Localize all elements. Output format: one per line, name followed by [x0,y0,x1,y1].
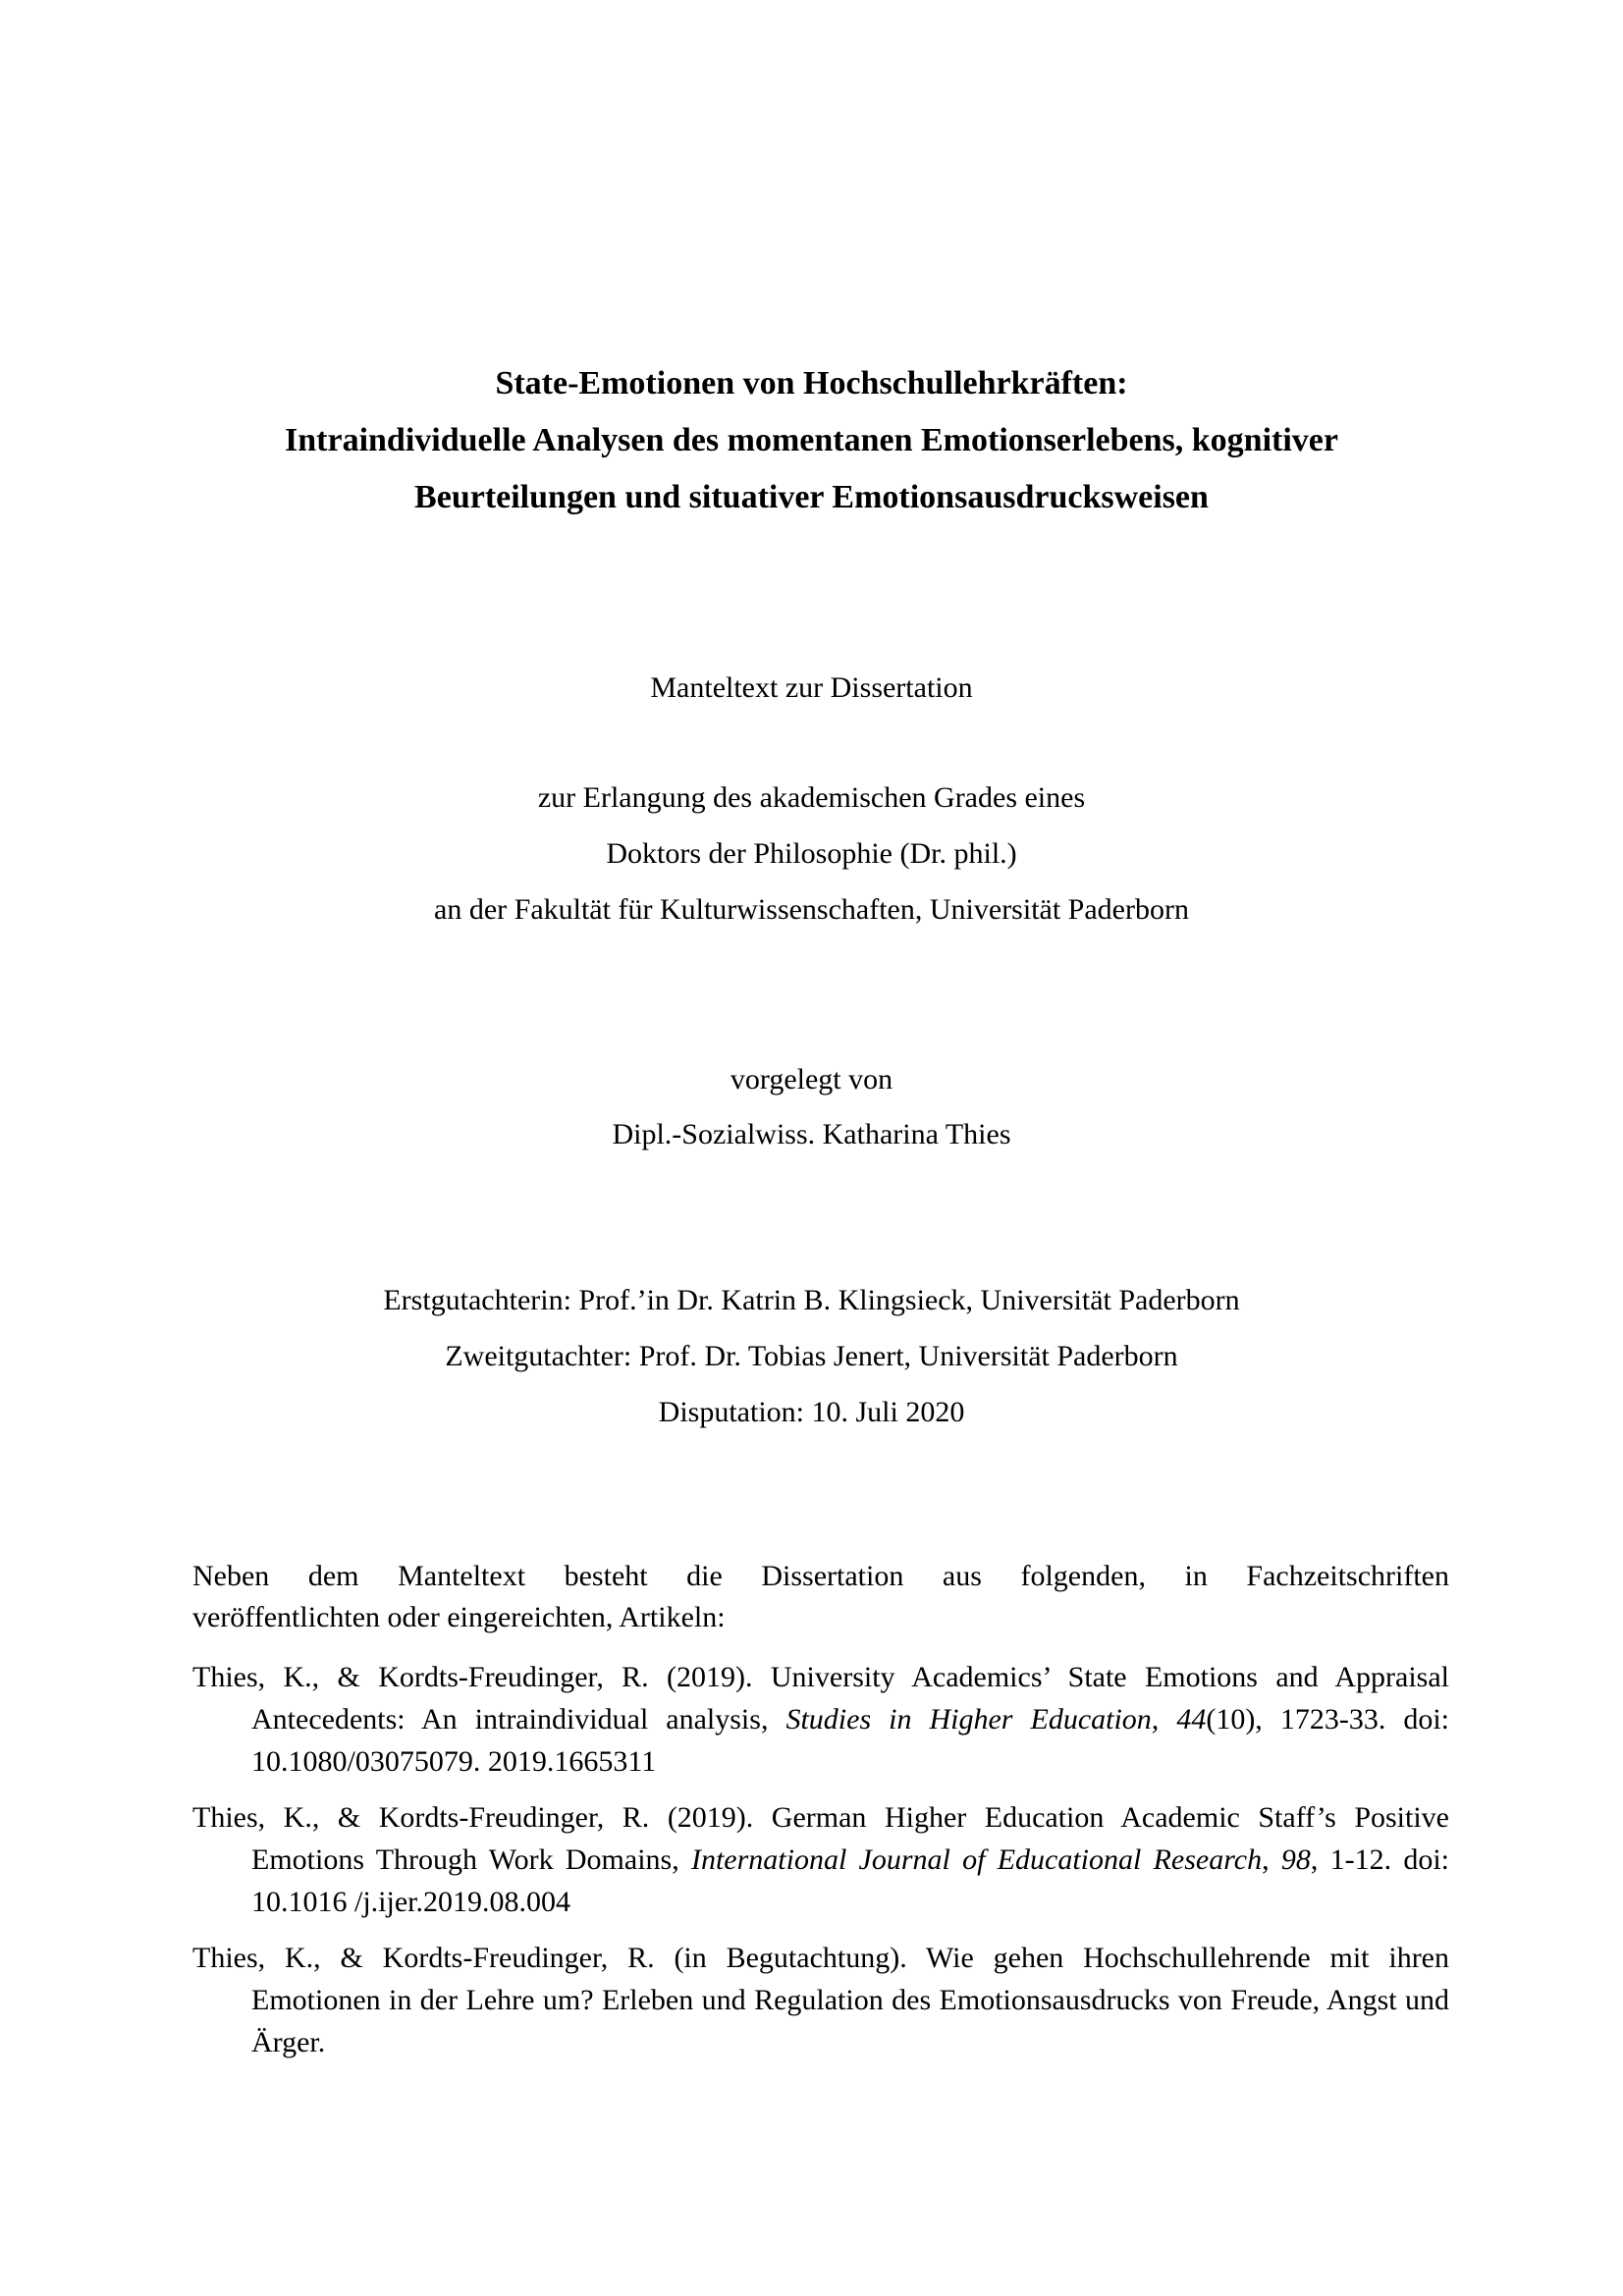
reference-text: Thies, K., & Kordts-Freudinger, R. (in Begutachtung). Wie gehen Hochschullehrende mit ihren Emotionen in der Lehre um? Erleben und Regulation des Emotionsausdrucks von Freude, Angst und Ärger. [192,1942,1449,2058]
first-reviewer: Erstgutachterin: Prof.’in Dr. Katrin B. Klingsieck, Universität Paderborn [383,1284,1240,1316]
reference-details: , 1-12. doi: 10.1016 /j.ijer.2019.08.004 [251,1843,1449,1918]
reference-list [192,1656,1449,2077]
reference-volume: 98 [1280,1843,1311,1876]
disputation-date: Disputation: 10. Juli 2020 [658,1396,965,1428]
reference-text: Thies, K., & Kordts-Freudinger, R. (2019). University Academics’ State Emotions and Appraisal Antecedents: An intraindividual analysis, [192,1661,1449,1735]
reference-journal: International Journal of Educational Research [690,1843,1263,1876]
reference-item [192,1656,1449,1783]
author-name: Dipl.-Sozialwiss. Katharina Thies [612,1118,1011,1150]
reference-separator: , [1262,1843,1281,1876]
intro-line-2: veröffentlichten oder eingereichten, Artikeln: [192,1601,726,1633]
degree-line-2: Doktors der Philosophie (Dr. phil.) [606,837,1017,870]
degree-line-1: zur Erlangung des akademischen Grades eines [537,781,1086,814]
intro-line-1: Neben dem Manteltext besteht die Dissertation aus folgenden, in Fachzeitschriften [192,1560,1449,1592]
title-line-2: Intraindividuelle Analysen des momentanen Emotionserlebens, kognitiver [285,422,1338,458]
degree-line-3: an der Fakultät für Kulturwissenschaften, Universität Paderborn [434,893,1189,926]
reference-text: Thies, K., & Kordts-Freudinger, R. (2019). German Higher Education Academic Staff’s Positive Emotions Through Work Domains, [192,1801,1449,1876]
second-reviewer: Zweitgutachter: Prof. Dr. Tobias Jenert, Universität Paderborn [445,1340,1178,1372]
reference-journal: Studies in Higher Education, 44 [785,1703,1207,1735]
dissertation-title [0,355,1623,526]
intro-paragraph [192,1556,1449,1638]
presented-by: vorgelegt von [730,1063,893,1095]
title-line-3: Beurteilungen und situativer Emotionsausdrucksweisen [414,479,1209,515]
reference-item [192,1937,1449,2063]
subtitle: Manteltext zur Dissertation [650,671,973,704]
reference-details: (10), 1723-33. doi: 10.1080/03075079. 2019.1665311 [251,1703,1449,1778]
title-line-1: State-Emotionen von Hochschullehrkräften: [495,365,1128,401]
reference-item [192,1796,1449,1923]
